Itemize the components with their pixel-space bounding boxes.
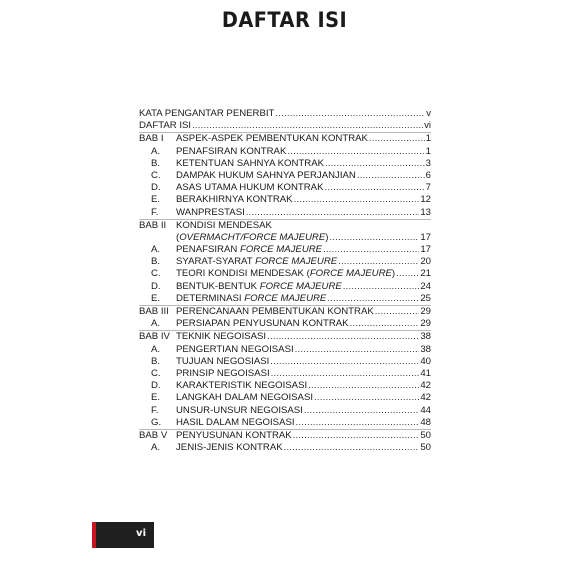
- dot-leader: [287, 146, 424, 158]
- entry-title: TUJUAN NEGOSIASI: [176, 355, 270, 367]
- entry-title: DAMPAK HUKUM SAHNYA PERJANJIAN: [176, 169, 356, 181]
- dot-leader: [350, 318, 420, 330]
- entry-title: UNSUR-UNSUR NEGOISASI: [176, 404, 303, 416]
- entry-title: KONDISI MENDESAK: [176, 219, 272, 231]
- dot-leader: [327, 293, 419, 305]
- entry-title: WANPRESTASI: [176, 206, 245, 218]
- entry-title: PENAFSIRAN KONTRAK: [176, 145, 287, 157]
- entry-title: BERAKHIRNYA KONTRAK: [176, 194, 293, 206]
- dot-leader: [375, 306, 420, 318]
- toc-entry: [176, 293, 431, 305]
- toc-row: [139, 146, 431, 158]
- toc-entry: [176, 442, 431, 454]
- toc-entry: [176, 405, 431, 417]
- dot-leader: [325, 158, 425, 170]
- section-letter: C.: [151, 367, 161, 379]
- toc-row: [139, 305, 431, 318]
- dot-leader: [357, 170, 425, 182]
- chapter-number: BAB V: [139, 429, 168, 441]
- page-ref: 50: [420, 429, 431, 441]
- entry-title: ASAS UTAMA HUKUM KONTRAK: [176, 182, 324, 194]
- page-ref: 38: [420, 331, 431, 343]
- dot-leader: [271, 368, 420, 380]
- toc-entry: [176, 146, 431, 158]
- toc-row: [139, 293, 431, 305]
- chapter-number: BAB IV: [139, 331, 170, 343]
- page-number-tab: [92, 522, 154, 548]
- toc-entry: [176, 268, 431, 280]
- page-number: vi: [136, 528, 146, 539]
- page-ref: 40: [420, 355, 431, 367]
- section-letter: B.: [151, 157, 161, 169]
- toc-entry: [176, 170, 431, 182]
- dot-leader: [296, 417, 420, 429]
- toc-row: [139, 429, 431, 442]
- page-ref: 17: [420, 244, 431, 256]
- toc-entry: [176, 220, 431, 232]
- entry-title: ASPEK-ASPEK PEMBENTUKAN KONTRAK: [176, 133, 368, 145]
- page-ref: 20: [420, 256, 431, 268]
- toc-entry: [176, 368, 431, 380]
- toc-entry: [139, 108, 431, 120]
- chapter-number: BAB III: [139, 306, 169, 317]
- page-ref: 29: [420, 318, 431, 330]
- entry-title: (OVERMACHT/FORCE MAJEURE): [176, 231, 329, 243]
- dot-leader: [295, 344, 420, 356]
- toc-row: [139, 132, 431, 145]
- toc-entry: [176, 417, 431, 429]
- toc-entry: [176, 281, 431, 293]
- dot-leader: [343, 281, 420, 293]
- chapter-number: BAB II: [139, 219, 167, 231]
- entry-title: BENTUK-BENTUK FORCE MAJEURE: [176, 280, 342, 292]
- toc-entry: [176, 318, 431, 330]
- toc-row: [139, 232, 431, 244]
- page-ref: 29: [420, 306, 431, 317]
- dot-leader: [314, 392, 419, 404]
- toc-entry: [176, 244, 431, 256]
- section-letter: A.: [151, 318, 161, 330]
- toc-entry: [176, 158, 431, 170]
- toc-entry: [176, 133, 431, 145]
- page-ref: 7: [425, 182, 431, 194]
- dot-leader: [369, 133, 425, 145]
- section-letter: C.: [151, 169, 161, 181]
- toc-entry: [176, 392, 431, 404]
- toc-row: [139, 244, 431, 256]
- page-ref: 1: [425, 145, 431, 157]
- toc-row: [139, 120, 431, 132]
- page-ref: 38: [420, 343, 431, 355]
- toc-entry: [176, 380, 431, 392]
- dot-leader: [329, 232, 419, 244]
- toc-row: [139, 182, 431, 194]
- toc-row: [139, 380, 431, 392]
- toc-row: [139, 356, 431, 368]
- entry-title: KETENTUAN SAHNYA KONTRAK: [176, 157, 325, 169]
- section-letter: D.: [151, 182, 161, 194]
- dot-leader: [293, 430, 420, 442]
- section-letter: E.: [151, 392, 161, 404]
- toc-entry: [176, 207, 431, 219]
- chapter-number: BAB I: [139, 133, 164, 145]
- toc-row: [139, 170, 431, 182]
- dot-leader: [308, 380, 419, 392]
- entry-title: SYARAT-SYARAT FORCE MAJEURE: [176, 256, 338, 268]
- dot-leader: [324, 182, 424, 194]
- entry-title: DETERMINASI FORCE MAJEURE: [176, 292, 327, 304]
- page-ref: 1: [425, 133, 431, 145]
- dot-leader: [192, 120, 423, 132]
- toc-row: [139, 281, 431, 293]
- toc-entry: [176, 194, 431, 206]
- page-ref: 50: [420, 442, 431, 454]
- toc-row: [139, 344, 431, 356]
- toc-entry: [176, 182, 431, 194]
- entry-title: PERENCANAAN PEMBENTUKAN KONTRAK: [176, 306, 374, 317]
- toc-row: [139, 392, 431, 404]
- toc-row: [139, 207, 431, 219]
- dot-leader: [294, 194, 420, 206]
- page-ref: 3: [425, 157, 431, 169]
- page-ref: 44: [420, 404, 431, 416]
- section-letter: E.: [151, 292, 161, 304]
- entry-title: PENYUSUNAN KONTRAK: [176, 429, 292, 441]
- toc-entry: [139, 120, 431, 132]
- toc-entry: [176, 306, 431, 318]
- entry-title: KATA PENGANTAR PENERBIT: [139, 108, 275, 119]
- entry-title: PENGERTIAN NEGOISASI: [176, 343, 294, 355]
- section-letter: D.: [151, 280, 161, 292]
- toc-entry: [176, 430, 431, 442]
- dot-leader: [267, 331, 419, 343]
- toc-row: [139, 108, 431, 120]
- dot-leader: [396, 268, 419, 280]
- table-of-contents: [139, 108, 431, 454]
- toc-row: [139, 256, 431, 268]
- toc-row: [139, 318, 431, 330]
- page-ref: 25: [420, 292, 431, 304]
- page-ref: 42: [420, 380, 431, 392]
- entry-title: PRINSIP NEGOISASI: [176, 367, 270, 379]
- page-ref: 6: [425, 169, 431, 181]
- dot-leader: [338, 256, 419, 268]
- entry-title: JENIS-JENIS KONTRAK: [176, 442, 283, 454]
- section-letter: E.: [151, 194, 161, 206]
- section-letter: F.: [151, 404, 159, 416]
- section-letter: A.: [151, 244, 161, 256]
- section-letter: C.: [151, 268, 161, 280]
- page-ref: 12: [420, 194, 431, 206]
- toc-entry: [176, 356, 431, 368]
- entry-title: PERSIAPAN PENYUSUNAN KONTRAK: [176, 318, 349, 330]
- toc-entry: [176, 232, 431, 244]
- section-letter: A.: [151, 442, 161, 454]
- toc-entry: [176, 344, 431, 356]
- page-ref: 13: [420, 206, 431, 218]
- entry-title: LANGKAH DALAM NEGOISASI: [176, 392, 314, 404]
- entry-title: HASIL DALAM NEGOISASI: [176, 416, 295, 428]
- page-ref: 17: [420, 231, 431, 243]
- toc-row: [139, 158, 431, 170]
- page-ref: v: [426, 108, 431, 119]
- page-ref: 42: [420, 392, 431, 404]
- entry-title: KARAKTERISTIK NEGOISASI: [176, 380, 308, 392]
- entry-title: PENAFSIRAN FORCE MAJEURE: [176, 244, 323, 256]
- entry-title: TEKNIK NEGOISASI: [176, 331, 267, 343]
- toc-row: [139, 194, 431, 206]
- section-letter: G.: [151, 416, 162, 428]
- dot-leader: [323, 244, 419, 256]
- toc-row: [139, 405, 431, 417]
- toc-row: [139, 330, 431, 343]
- entry-title: DAFTAR ISI: [139, 120, 192, 132]
- section-letter: A.: [151, 145, 161, 157]
- dot-leader: [304, 405, 419, 417]
- dot-leader: [246, 207, 420, 219]
- toc-row: [139, 417, 431, 429]
- toc-row: [139, 268, 431, 280]
- toc-row: [139, 219, 431, 232]
- page-ref: 24: [420, 280, 431, 292]
- section-letter: B.: [151, 355, 161, 367]
- section-letter: A.: [151, 343, 161, 355]
- page-ref: vi: [424, 120, 431, 132]
- toc-row: [139, 368, 431, 380]
- section-letter: B.: [151, 256, 161, 268]
- section-letter: D.: [151, 380, 161, 392]
- dot-leader: [275, 108, 425, 120]
- page-ref: 41: [420, 367, 431, 379]
- dot-leader: [270, 356, 419, 368]
- toc-row: [139, 442, 431, 454]
- section-letter: F.: [151, 206, 159, 218]
- page-title: DAFTAR ISI: [221, 8, 348, 32]
- dot-leader: [284, 442, 420, 454]
- toc-entry: [176, 331, 431, 343]
- page-ref: 48: [420, 416, 431, 428]
- entry-title: TEORI KONDISI MENDESAK (FORCE MAJEURE): [176, 268, 396, 280]
- page-ref: 21: [420, 268, 431, 280]
- toc-entry: [176, 256, 431, 268]
